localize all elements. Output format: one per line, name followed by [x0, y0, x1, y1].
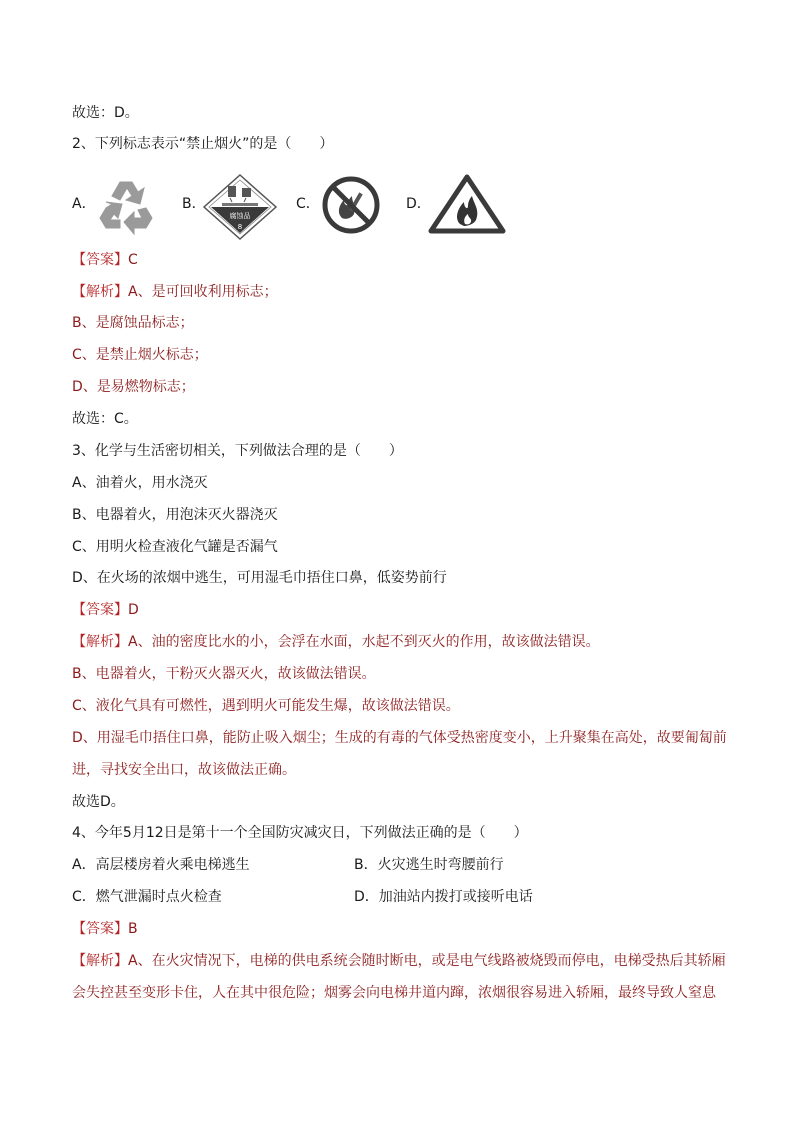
- option-d: D．加油站内拨打或接听电话: [354, 889, 533, 905]
- question-3-option-d: D、在火场的浓烟中逃生，可用湿毛巾捂住口鼻，低姿势前行: [72, 570, 447, 586]
- explanation-tag: 【解析】: [72, 953, 128, 969]
- explanation-4-line-2: 会失控甚至变形卡住，人在其中很危险；烟雾会向电梯井道内蹿，浓烟很容易进入轿厢，最终导致人窒息: [72, 985, 716, 1001]
- answer-line: 故选：D。: [72, 105, 139, 121]
- explanation-3-a: [72, 632, 600, 652]
- flammable-warning-triangle-icon: [428, 174, 506, 240]
- explanation-2-d: D、是易燃物标志；: [72, 379, 195, 395]
- explanation-3-c: C、液化气具有可燃性，遇到明火可能发生爆，故该做法错误。: [72, 698, 460, 714]
- option-a-letter: A．: [72, 196, 96, 212]
- explanation-2-b: B、是腐蚀品标志；: [72, 315, 194, 331]
- explanation-3-d: D、用湿毛巾捂住口鼻，能防止吸入烟尘；生成的有毒的气体受热密度变小，上升聚集在高处，故要匍匐前: [72, 730, 727, 746]
- question-4-options-row-1: [72, 855, 504, 875]
- option-b: B．火灾逃生时弯腰前行: [354, 857, 504, 873]
- no-fire-prohibition-icon: [320, 174, 382, 240]
- question-3-option-a: A、油着火，用水浇灭: [72, 475, 208, 491]
- explanation-2-a: [72, 282, 278, 302]
- explanation-text: A、是可回收利用标志；: [128, 284, 278, 300]
- sign-label: 腐蚀品: [229, 212, 251, 220]
- option-d-letter: D．: [406, 196, 431, 212]
- answer-3: [72, 600, 139, 620]
- recycle-icon: [94, 174, 158, 240]
- answer-tag: 【答案】: [72, 252, 128, 268]
- question-3-option-b: B、电器着火，用泡沫灭火器浇灭: [72, 507, 278, 523]
- option-c-letter: C．: [296, 196, 320, 212]
- explanation-2-c: C、是禁止烟火标志；: [72, 347, 208, 363]
- answer-value: D: [128, 602, 139, 618]
- answer-tag: 【答案】: [72, 602, 128, 618]
- answer-4: [72, 919, 138, 939]
- explanation-tag: 【解析】: [72, 284, 128, 300]
- answer-2: [72, 250, 138, 270]
- question-3-option-c: C、用明火检查液化气罐是否漏气: [72, 539, 278, 555]
- answer-value: C: [128, 252, 138, 268]
- question-4-options-row-2: [72, 887, 533, 907]
- explanation-3-b: B、电器着火，干粉灭火器灭火，故该做法错误。: [72, 666, 376, 682]
- question-2: 2、下列标志表示“禁止烟火”的是（ ）: [72, 136, 334, 152]
- option-c: C．燃气泄漏时点火检查: [72, 889, 222, 905]
- corrosive-hazard-diamond-icon: [202, 174, 278, 244]
- explanation-text: A、油的密度比水的小，会浮在水面，水起不到灭火的作用，故该做法错误。: [128, 634, 600, 650]
- selection-3: 故选D。: [72, 794, 125, 810]
- sign-class-number: 8: [237, 223, 243, 231]
- answer-value: B: [128, 921, 138, 937]
- explanation-4-line-1: [72, 951, 726, 971]
- explanation-3-d-cont: 进，寻找安全出口，故该做法正确。: [72, 762, 296, 778]
- option-a: A．高层楼房着火乘电梯逃生: [72, 857, 250, 873]
- question-4: 4、今年5月12日是第十一个全国防灾减灾日，下列做法正确的是（ ）: [72, 825, 528, 841]
- selection-2: 故选：C。: [72, 411, 138, 427]
- question-3: 3、化学与生活密切相关，下列做法合理的是（ ）: [72, 443, 403, 459]
- option-b-letter: B．: [182, 196, 206, 212]
- answer-tag: 【答案】: [72, 921, 128, 937]
- explanation-text: A、在火灾情况下，电梯的供电系统会随时断电，或是电气线路被烧毁而停电，电梯受热后其轿厢: [128, 953, 726, 969]
- question-2-options: [72, 174, 732, 236]
- explanation-tag: 【解析】: [72, 634, 128, 650]
